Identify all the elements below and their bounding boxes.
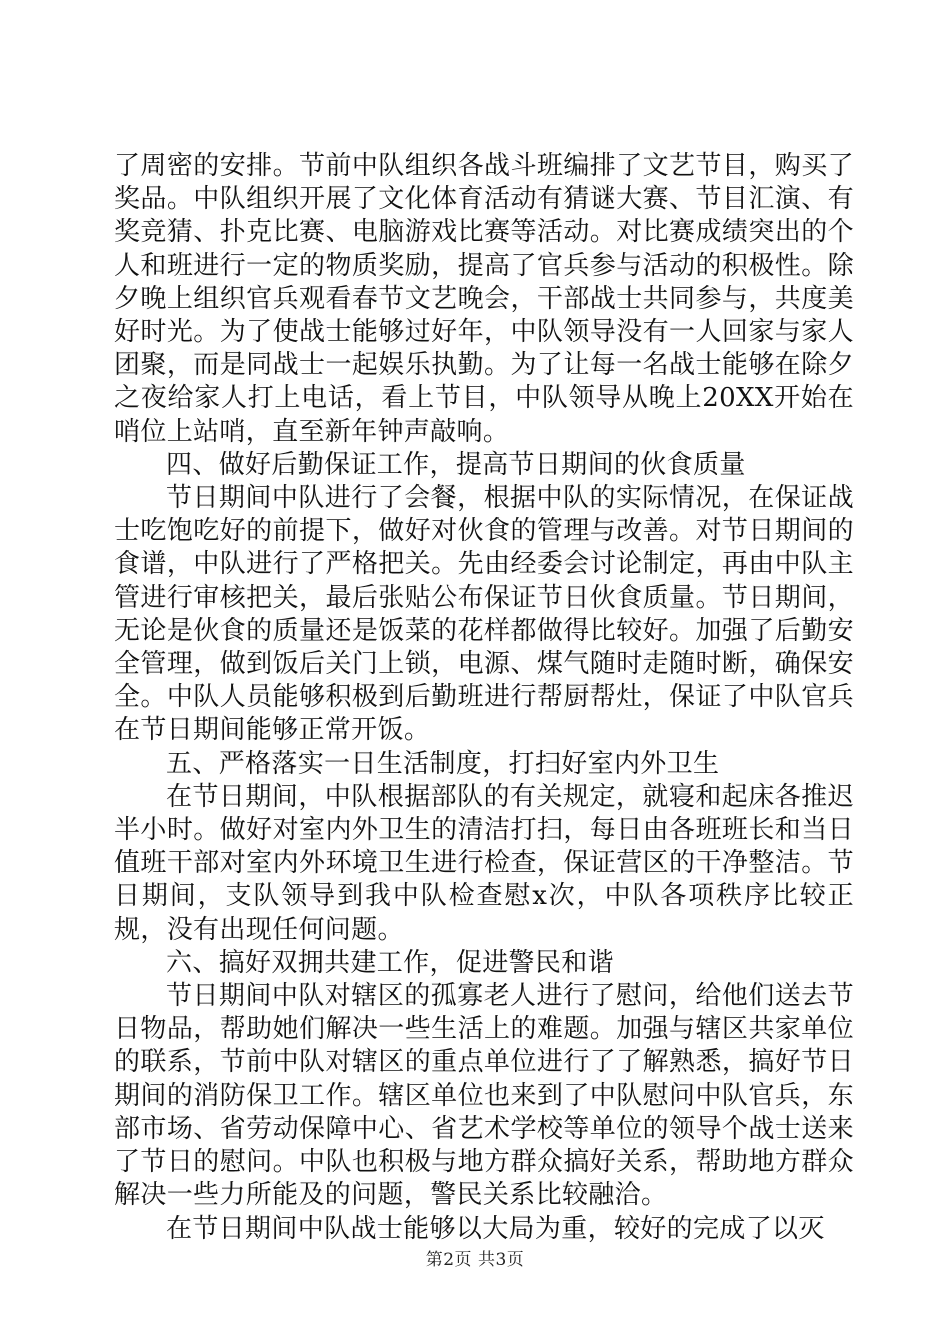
paragraph-5: 在节日期间中队战士能够以大局为重，较好的完成了以灭: [166, 1213, 825, 1244]
paragraph-2: 节日期间中队进行了会餐，根据中队的实际情况，在保证战士吃饱吃好的前提下，做好对伙食的管理与改善。对节日期间的食谱，中队进行了严格把关。先由经委会讨论制定，再由中队主管进行审核把关，最后张贴公布保证节日伙食质量。节日期间，无论是伙食的质量还是饭菜的花样都做得比较好。加强了后勤安全管理，做到饭后关门上锁，电源、煤气随时走随时断，确保安全。中队人员能够积极到后勤班进行帮厨帮灶，保证了中队官兵在节日期间能够正常开饭。: [114, 483, 854, 746]
paragraph-4: 节日期间中队对辖区的孤寡老人进行了慰问，给他们送去节日物品，帮助她们解决一些生活上的难题。加强与辖区共家单位的联系，节前中队对辖区的重点单位进行了了解熟悉，搞好节日期间的消防保卫工作。辖区单位也来到了中队慰问中队官兵，东部市场、省劳动保障中心、省艺术学校等单位的领导个战士送来了节日的慰问。中队也积极与地方群众搞好关系，帮助地方群众解决一些力所能及的问题，警民关系比较融洽。: [114, 981, 854, 1211]
section-heading-6: 六、搞好双拥共建工作，促进警民和谐: [166, 947, 614, 978]
paragraph-1: 了周密的安排。节前中队组织各战斗班编排了文艺节目，购买了奖品。中队组织开展了文化体育活动有猜谜大赛、节目汇演、有奖竞猜、扑克比赛、电脑游戏比赛等活动。对比赛成绩突出的个人和班进行一定的物质奖励，提高了官兵参与活动的积极性。除夕晚上组织官兵观看春节文艺晚会，干部战士共同参与，共度美好时光。为了使战士能够过好年，中队领导没有一人回家与家人团聚，而是同战士一起娱乐执勤。为了让每一名战士能够在除夕之夜给家人打上电话，看上节目，中队领导从晚上20XX开始在哨位上站哨，直至新年钟声敲响。: [114, 151, 854, 447]
section-heading-4: 四、做好后勤保证工作，提高节日期间的伙食质量: [166, 449, 746, 480]
body-text: [114, 150, 854, 1246]
page-number: 第2页 共3页: [425, 1250, 525, 1270]
paragraph-3: 在节日期间，中队根据部队的有关规定，就寝和起床各推迟半小时。做好对室内外卫生的清洁打扫，每日由各班班长和当日值班干部对室内外环境卫生进行检查，保证营区的干净整洁。节日期间，支队领导到我中队检查慰x次，中队各项秩序比较正规，没有出现任何问题。: [114, 781, 854, 945]
section-heading-5: 五、严格落实一日生活制度，打扫好室内外卫生: [166, 748, 720, 779]
